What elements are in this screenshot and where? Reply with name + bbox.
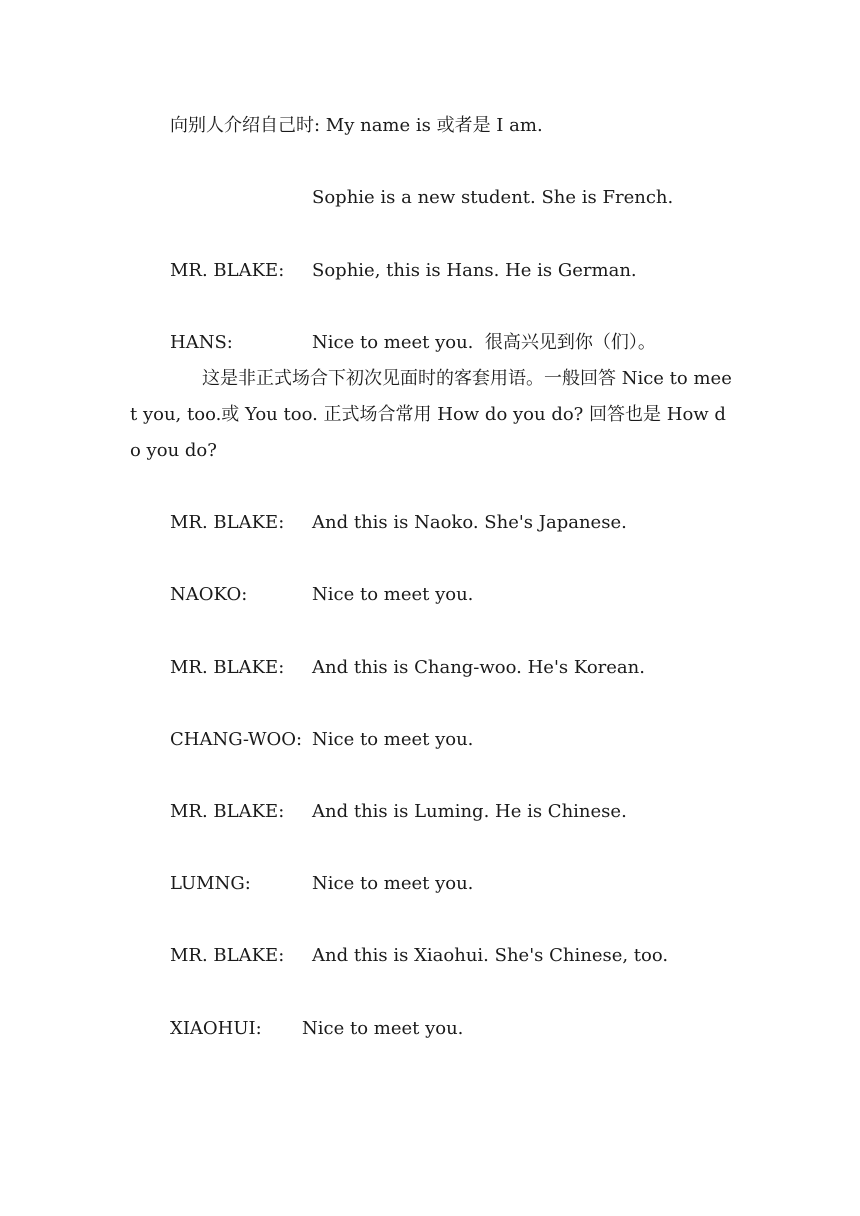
intro-line: 向别人介绍自己时: My name is 或者是 I am. (170, 115, 543, 136)
dialogue-line: Nice to meet you. (312, 729, 474, 750)
dialogue-line: Nice to meet you. (302, 1018, 464, 1039)
speaker-label: NAOKO: (170, 584, 248, 605)
speaker-label: XIAOHUI: (170, 1018, 262, 1039)
speaker-label: HANS: (170, 332, 233, 353)
speaker-label: MR. BLAKE: (170, 801, 285, 822)
dialogue-line: Nice to meet you. 很高兴见到你（们）。 (312, 332, 656, 353)
narration-line: Sophie is a new student. She is French. (312, 187, 674, 208)
dialogue-line: Nice to meet you. (312, 873, 474, 894)
dialogue-line: And this is Xiaohui. She's Chinese, too. (312, 945, 669, 966)
dialogue-line: And this is Naoko. She's Japanese. (312, 512, 627, 533)
speaker-label: MR. BLAKE: (170, 260, 285, 281)
dialogue-line: Sophie, this is Hans. He is German. (312, 260, 637, 281)
speaker-label: MR. BLAKE: (170, 657, 285, 678)
dialogue-line: Nice to meet you. (312, 584, 474, 605)
dialogue-line: And this is Chang-woo. He's Korean. (312, 657, 645, 678)
speaker-label: CHANG-WOO: (170, 729, 303, 750)
speaker-label: LUMNG: (170, 873, 251, 894)
note-paragraph: 这是非正式场合下初次见面时的客套用语。一般回答 Nice to meet you, too.或 You too. 正式场合常用 How do you do? 回答也是 How do you do? (130, 368, 732, 461)
speaker-label: MR. BLAKE: (170, 945, 285, 966)
dialogue-line: And this is Luming. He is Chinese. (312, 801, 627, 822)
speaker-label: MR. BLAKE: (170, 512, 285, 533)
